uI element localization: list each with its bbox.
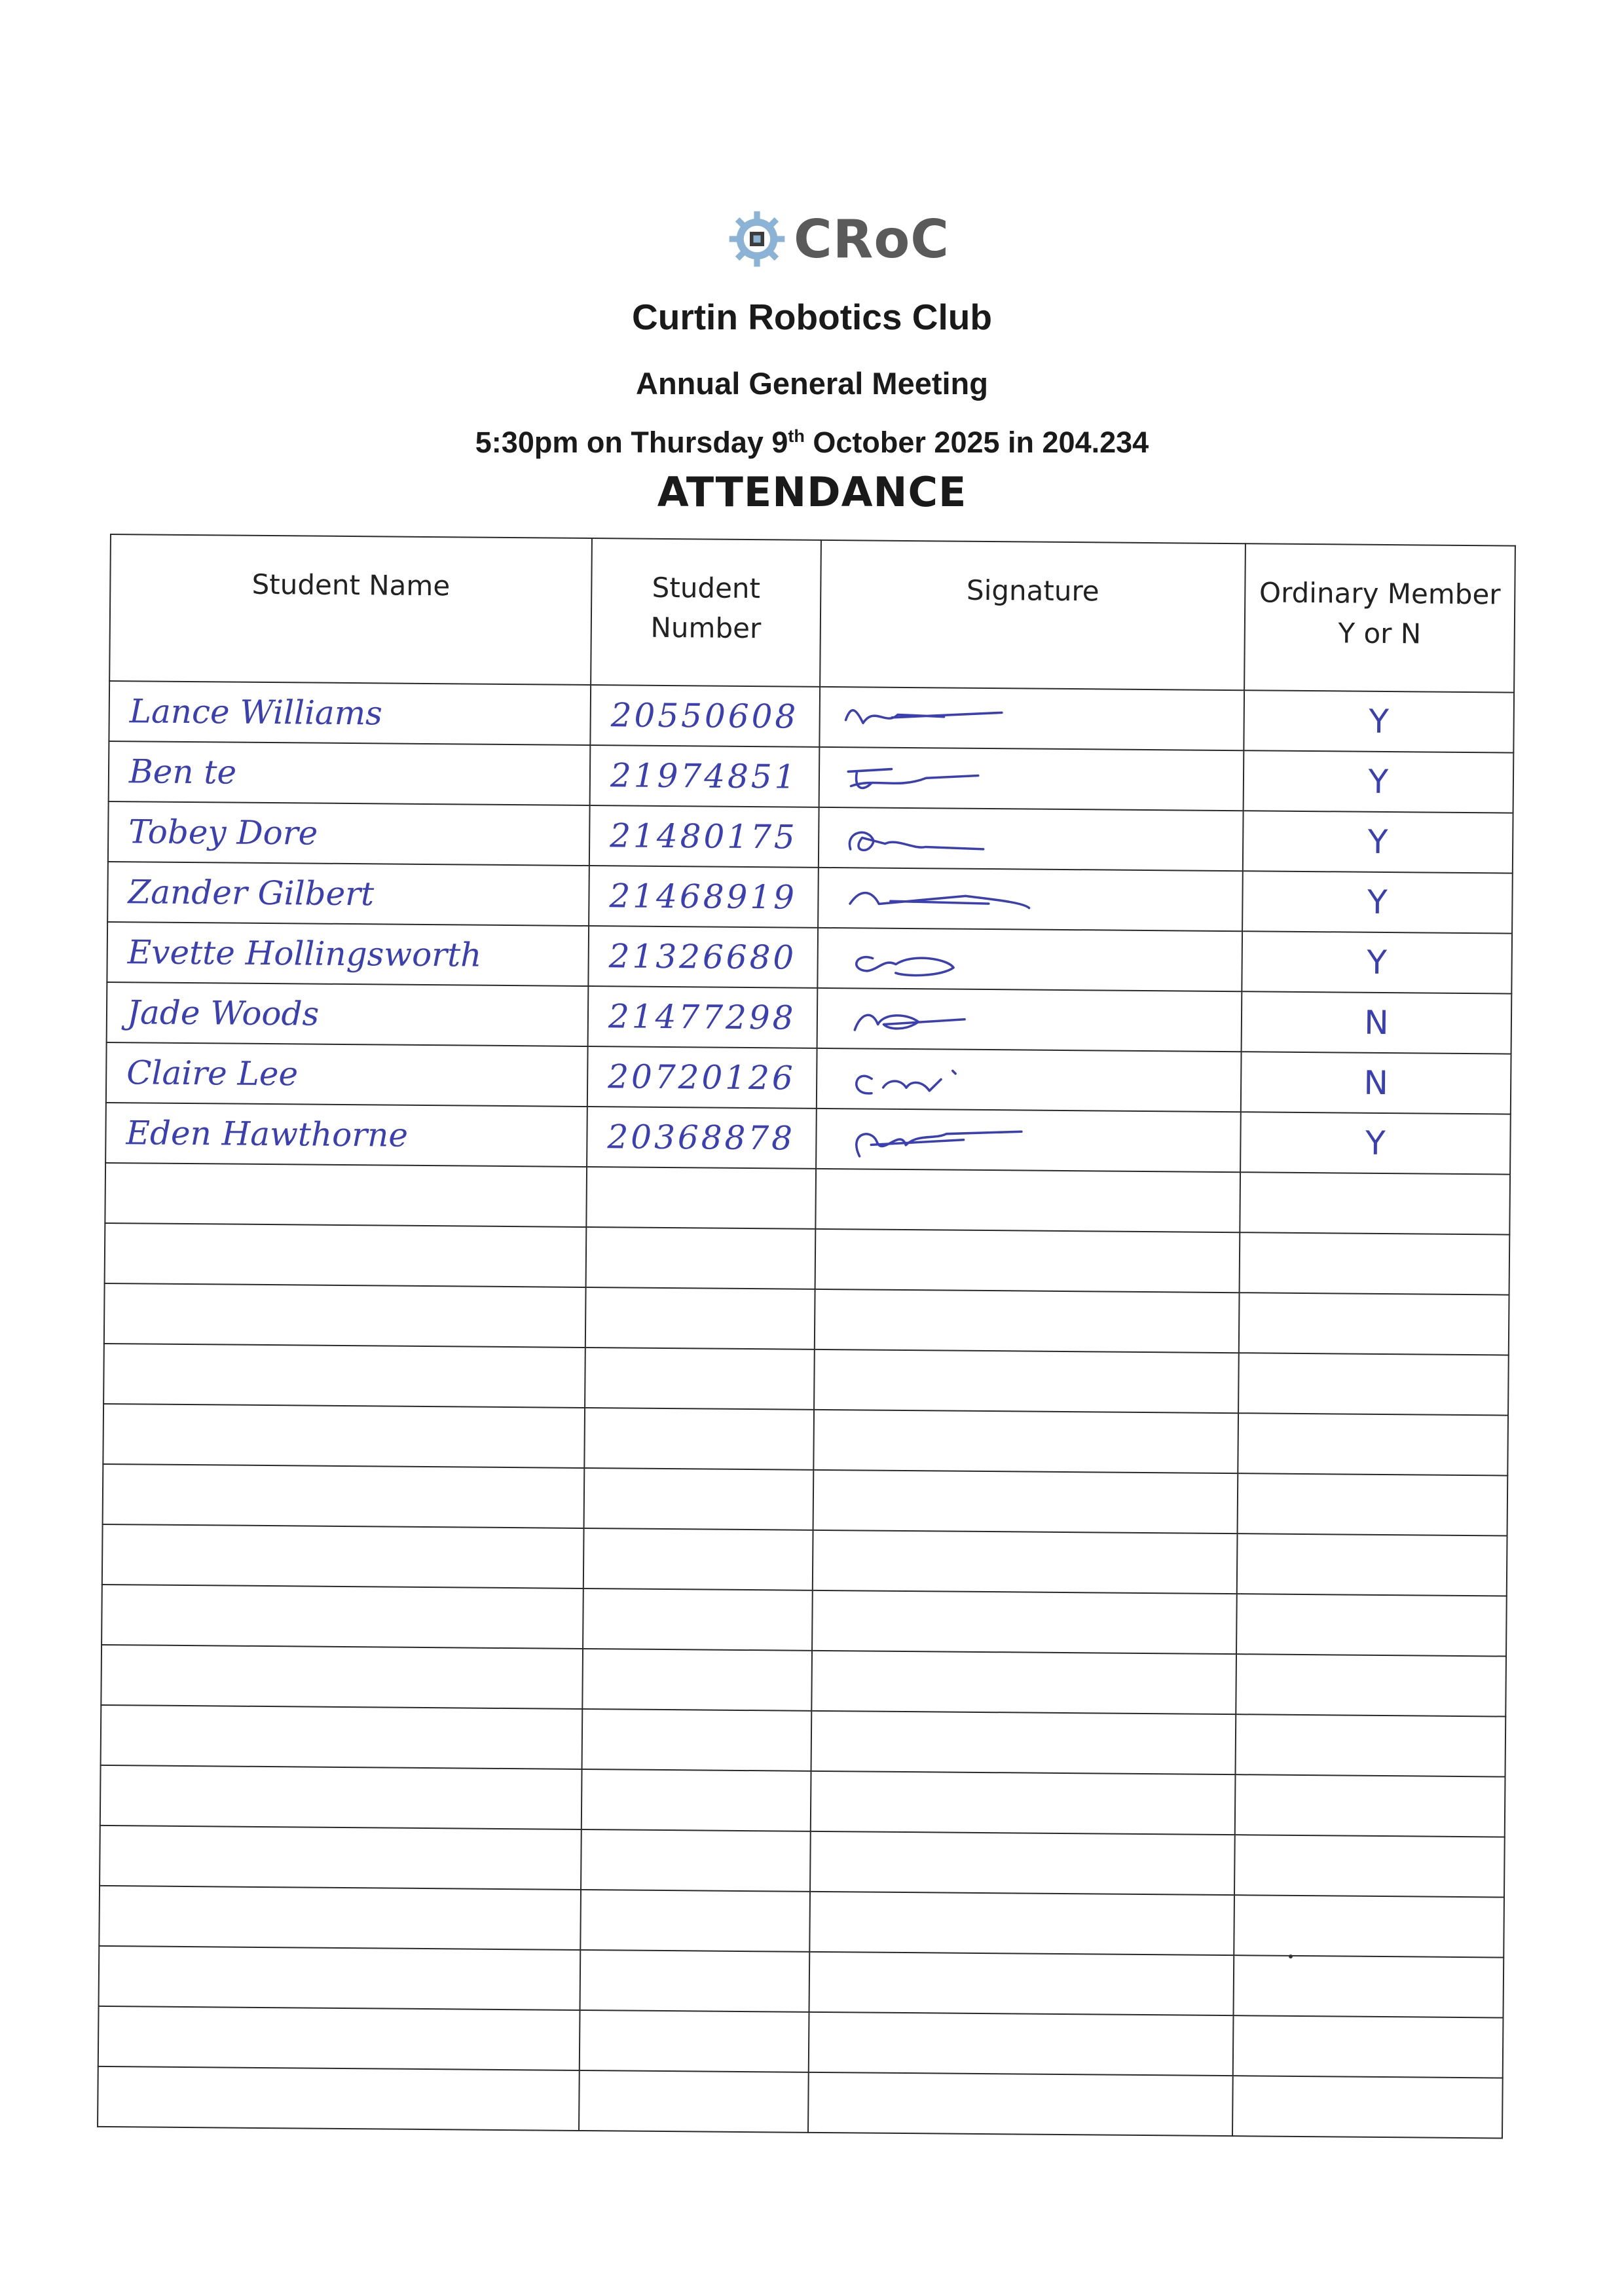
signature-mark [838, 934, 1035, 983]
signature-cell [810, 1831, 1235, 1895]
club-logo [727, 203, 950, 275]
student-name-cell: Jade Woods [107, 982, 589, 1046]
table-row [109, 741, 1514, 813]
student-name-cell [105, 1163, 587, 1227]
member-status-cell: Y [1242, 931, 1512, 993]
table-row [103, 1344, 1509, 1416]
student-number-cell: 21326680 [588, 926, 818, 988]
member-status-cell: Y [1244, 750, 1514, 813]
student-number-cell [579, 2070, 809, 2133]
signature-cell [813, 1470, 1238, 1533]
signature-cell [819, 807, 1244, 871]
table-row [104, 1283, 1509, 1355]
signature-cell [817, 928, 1242, 991]
attendance-rows [98, 681, 1514, 2139]
signature-mark [838, 874, 1035, 923]
signature-cell [816, 1109, 1241, 1172]
header-number-line1: Student [652, 571, 761, 605]
header-member-line1: Ordinary Member [1259, 576, 1501, 611]
header-student-number [591, 538, 821, 687]
signature-cell [809, 1952, 1234, 2015]
signature-cell [818, 868, 1243, 931]
member-status-cell: Y [1242, 871, 1513, 933]
student-number-cell: 20368878 [587, 1107, 817, 1169]
signature-cell [811, 1711, 1236, 1774]
table-row [107, 862, 1513, 934]
student-number-cell [580, 1890, 810, 1952]
table-row [98, 2066, 1503, 2139]
student-number-cell [585, 1348, 815, 1410]
signature-cell [817, 1048, 1242, 1112]
table-row [98, 2006, 1504, 2078]
student-number-cell: 21468919 [589, 866, 819, 928]
signature-cell [819, 687, 1244, 750]
page-title: ATTENDANCE [657, 468, 967, 516]
member-status-cell [1235, 1774, 1505, 1837]
table-row [101, 1645, 1506, 1717]
student-number-cell [580, 1950, 810, 2012]
signature-cell [813, 1530, 1238, 1594]
student-name-cell [98, 2006, 580, 2070]
table-row [103, 1404, 1508, 1476]
member-status-cell [1240, 1232, 1510, 1294]
student-name-cell: Claire Lee [106, 1042, 588, 1107]
student-name-cell [103, 1344, 585, 1408]
member-status-cell [1233, 1955, 1504, 2017]
member-status-cell [1232, 2076, 1503, 2138]
signature-cell [813, 1410, 1238, 1473]
meeting-time-location [0, 426, 1624, 460]
member-status-cell [1238, 1353, 1509, 1415]
signature-cell [812, 1590, 1237, 1654]
table-row [103, 1464, 1508, 1536]
signature-cell [815, 1169, 1240, 1232]
signature-mark [838, 995, 1035, 1043]
student-number-cell: 21477298 [588, 986, 818, 1048]
student-number-cell [581, 1769, 811, 1831]
header-signature: Signature [820, 540, 1246, 690]
table-row [106, 1042, 1511, 1114]
signature-cell [808, 2072, 1233, 2136]
student-number-cell: 21480175 [589, 805, 819, 868]
student-name-cell: Eden Hawthorne [105, 1103, 587, 1167]
table-row [107, 982, 1512, 1054]
table-row [105, 1163, 1510, 1235]
student-number-cell [583, 1588, 813, 1651]
student-name-cell [99, 1946, 581, 2010]
attendance-table [97, 534, 1516, 2139]
member-status-cell: Y [1240, 1112, 1511, 1174]
member-status-cell [1234, 1895, 1504, 1957]
student-number-cell [584, 1408, 814, 1470]
member-status-cell [1237, 1533, 1507, 1596]
student-number-cell: 21974851 [590, 745, 820, 807]
student-name-cell [99, 1886, 581, 1950]
attendance-sheet [98, 534, 1515, 2051]
meeting-name: Annual General Meeting [636, 366, 988, 401]
table-row [109, 681, 1514, 753]
student-name-cell [100, 1765, 582, 1829]
member-status-cell: Y [1244, 690, 1514, 752]
table-row [101, 1705, 1506, 1777]
signature-cell [815, 1289, 1240, 1353]
signature-cell [809, 1892, 1234, 1955]
signature-cell [811, 1771, 1236, 1835]
student-name-cell: Lance Williams [109, 681, 591, 745]
student-number-cell: 20720126 [587, 1046, 817, 1109]
table-row [107, 922, 1512, 994]
member-status-cell [1239, 1293, 1509, 1355]
when-suffix: October 2025 in 204.234 [804, 426, 1149, 459]
student-number-cell [580, 2010, 809, 2072]
student-number-cell [586, 1227, 816, 1289]
student-name-cell: Tobey Dore [108, 801, 590, 866]
table-row [105, 1103, 1511, 1175]
member-status-cell [1233, 2015, 1504, 2078]
table-row [100, 1826, 1505, 1898]
signature-mark [837, 1055, 1034, 1103]
table-row [100, 1765, 1505, 1837]
signature-cell [814, 1349, 1239, 1413]
student-name-cell [103, 1404, 585, 1468]
student-name-cell [101, 1585, 583, 1649]
header-number-line2: Number [650, 611, 762, 645]
member-status-cell [1240, 1172, 1510, 1234]
member-status-cell: N [1242, 991, 1512, 1054]
student-name-cell [101, 1645, 583, 1709]
member-status-cell [1236, 1654, 1506, 1716]
student-name-cell [100, 1826, 581, 1890]
table-row [108, 801, 1513, 873]
signature-cell [811, 1651, 1236, 1714]
signature-mark [839, 814, 1036, 862]
member-status-cell: N [1241, 1052, 1511, 1114]
signature-mark [840, 693, 1037, 742]
signature-cell [817, 988, 1242, 1052]
header-student-name: Student Name [109, 534, 592, 685]
member-status-cell: Y [1243, 811, 1513, 873]
table-row [101, 1585, 1507, 1657]
student-number-cell [582, 1649, 812, 1711]
student-number-cell [585, 1287, 815, 1349]
table-header-row [109, 534, 1515, 693]
student-name-cell [102, 1524, 584, 1588]
student-number-cell [581, 1829, 811, 1892]
member-status-cell [1236, 1594, 1507, 1656]
student-name-cell [98, 2066, 580, 2131]
student-number-cell [586, 1167, 816, 1229]
member-status-cell [1234, 1835, 1505, 1897]
student-name-cell [103, 1464, 585, 1528]
student-name-cell: Ben te [109, 741, 591, 805]
signature-cell [815, 1229, 1240, 1293]
student-name-cell [105, 1223, 587, 1287]
when-ordinal: th [788, 426, 805, 446]
logo-text: CRoC [794, 208, 950, 270]
student-name-cell [104, 1283, 586, 1348]
table-row [99, 1886, 1504, 1958]
student-name-cell: Evette Hollingsworth [107, 922, 589, 986]
student-name-cell: Zander Gilbert [107, 862, 589, 926]
signature-mark [836, 1115, 1033, 1164]
student-number-cell: 20550608 [590, 685, 820, 747]
signature-cell [819, 747, 1244, 811]
student-number-cell [582, 1709, 812, 1771]
gear-chip-icon [727, 209, 787, 269]
member-status-cell [1236, 1714, 1506, 1776]
table-row [99, 1946, 1504, 2018]
when-prefix: 5:30pm on Thursday 9 [475, 426, 788, 459]
header-ordinary-member [1244, 543, 1515, 692]
signature-cell [809, 2012, 1234, 2076]
student-number-cell [584, 1468, 814, 1530]
header-member-line2: Y or N [1338, 617, 1422, 650]
signature-mark [840, 754, 1037, 802]
member-status-cell [1238, 1473, 1508, 1535]
student-number-cell [583, 1528, 813, 1590]
stray-mark [1289, 1955, 1293, 1958]
club-name: Curtin Robotics Club [632, 297, 992, 337]
student-name-cell [101, 1705, 583, 1769]
member-status-cell [1238, 1413, 1508, 1475]
table-row [105, 1223, 1510, 1295]
table-row [102, 1524, 1507, 1596]
